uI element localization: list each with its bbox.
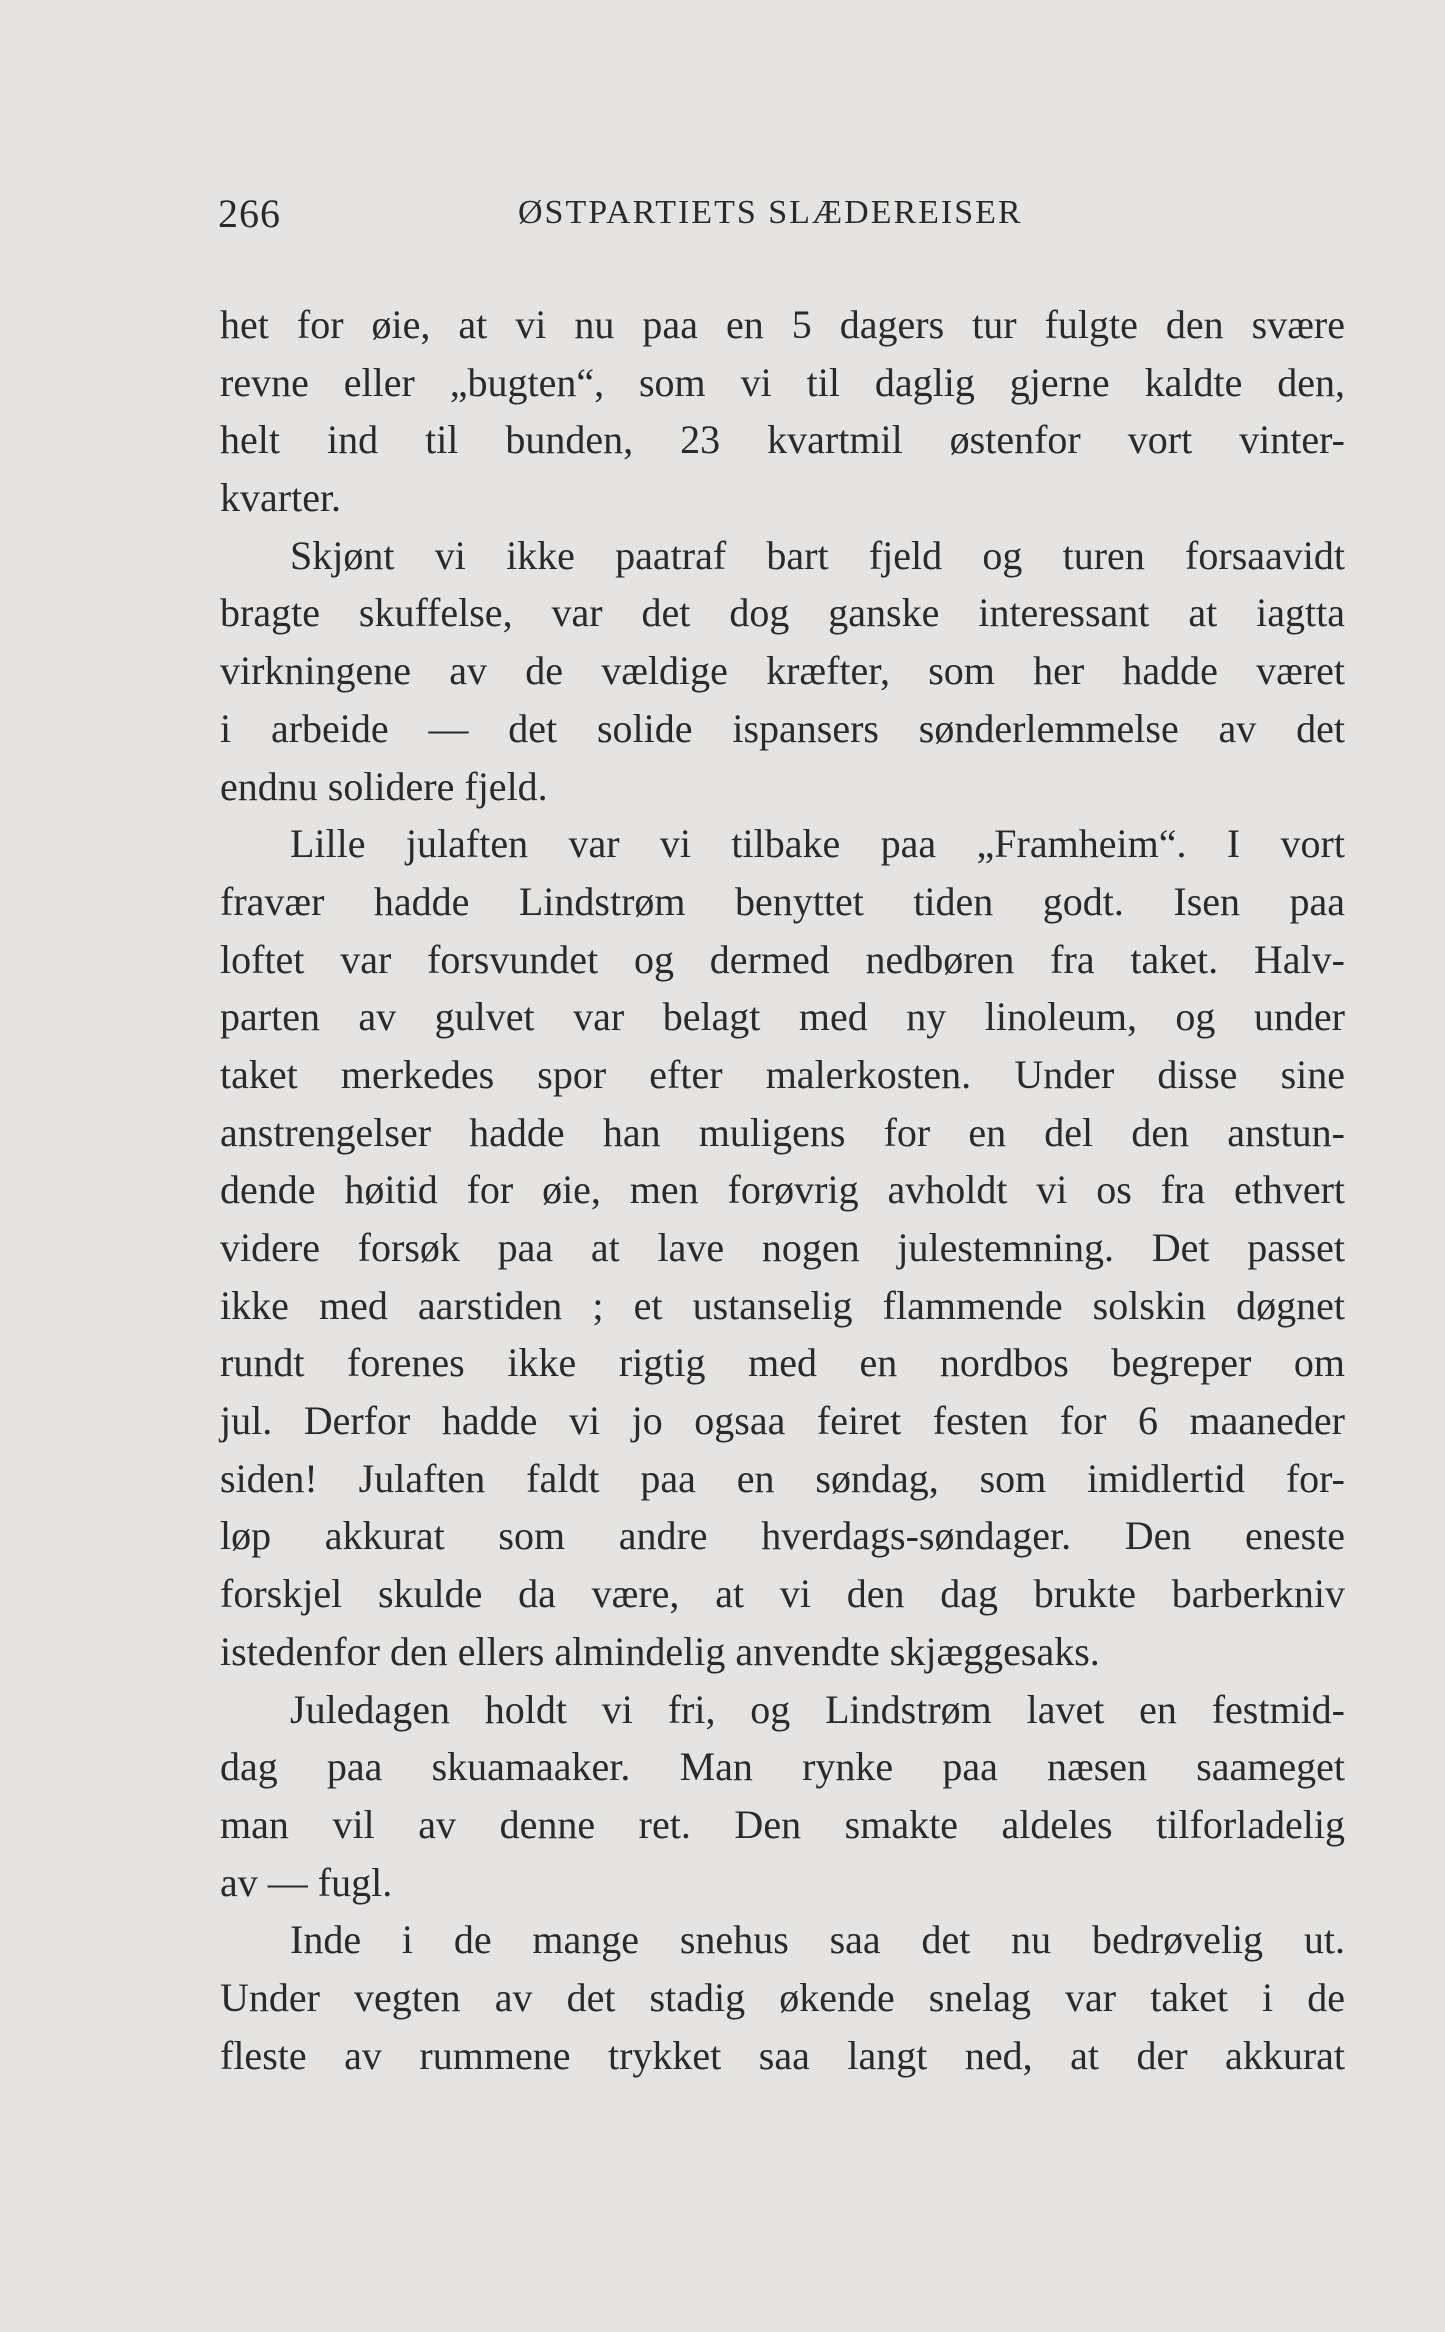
text-line: ikke med aarstiden ; et ustanselig flammende solskin døgnet bbox=[220, 1282, 1345, 1328]
text-line: videre forsøk paa at lave nogen julestemning. Det passet bbox=[220, 1225, 1345, 1270]
text-line: het for øie, at vi nu paa en 5 dagers tur fulgte den svære bbox=[220, 302, 1345, 347]
text-line: bragte skuffelse, var det dog ganske interessant at iagtta bbox=[220, 590, 1345, 636]
text-line: anstrengelser hadde han muligens for en del den anstun- bbox=[220, 1109, 1345, 1155]
text-line: forskjel skulde da være, at vi den dag brukte barberkniv bbox=[220, 1571, 1345, 1617]
text-line: taket merkedes spor efter malerkosten. Under disse sine bbox=[220, 1051, 1345, 1097]
text-line: Lille julaften var vi tilbake paa „Framheim“. I vort bbox=[290, 821, 1345, 867]
text-line: rundt forenes ikke rigtig med en nordbos begreper om bbox=[220, 1340, 1345, 1386]
body-text bbox=[220, 296, 1345, 2084]
text-line: av — fugl. bbox=[220, 1859, 393, 1905]
running-head: ØSTPARTIETS SLÆDEREISER bbox=[518, 194, 1023, 231]
text-line: fleste av rummene trykket saa langt ned, at der akkurat bbox=[220, 2032, 1345, 2078]
text-line: loftet var forsvundet og dermed nedbøren fra taket. Halv- bbox=[220, 936, 1345, 982]
page-number: 266 bbox=[218, 191, 281, 236]
text-line: siden! Julaften faldt paa en søndag, som imidlertid for- bbox=[220, 1455, 1345, 1501]
text-line: man vil av denne ret. Den smakte aldeles tilforladelig bbox=[220, 1801, 1345, 1847]
text-line: løp akkurat som andre hverdags-søndager. Den eneste bbox=[220, 1513, 1345, 1559]
page-header bbox=[218, 190, 1348, 250]
text-line: endnu solidere fjeld. bbox=[220, 763, 548, 809]
text-line: istedenfor den ellers almindelig anvendte skjæggesaks. bbox=[220, 1628, 1100, 1674]
text-line: i arbeide — det solide ispansers sønderlemmelse av det bbox=[220, 705, 1345, 751]
text-line: jul. Derfor hadde vi jo ogsaa feiret festen for 6 maaneder bbox=[220, 1398, 1345, 1444]
text-line: Juledagen holdt vi fri, og Lindstrøm lavet en festmid- bbox=[290, 1686, 1345, 1732]
text-line: virkningene av de vældige kræfter, som her hadde været bbox=[220, 648, 1345, 694]
text-line: dende høitid for øie, men forøvrig avholdt vi os fra ethvert bbox=[220, 1167, 1345, 1213]
text-line: Under vegten av det stadig økende snelag var taket i de bbox=[220, 1974, 1345, 2020]
text-line: kvarter. bbox=[220, 475, 342, 521]
text-line: Inde i de mange snehus saa det nu bedrøvelig ut. bbox=[290, 1917, 1345, 1963]
text-line: dag paa skuamaaker. Man rynke paa næsen saameget bbox=[220, 1744, 1345, 1790]
text-line: revne eller „bugten“, som vi til daglig gjerne kaldte den, bbox=[220, 359, 1345, 405]
text-line: Skjønt vi ikke paatraf bart fjeld og turen forsaavidt bbox=[290, 532, 1345, 578]
text-line: helt ind til bunden, 23 kvartmil østenfor vort vinter- bbox=[220, 417, 1345, 463]
text-line: parten av gulvet var belagt med ny linoleum, og under bbox=[220, 994, 1345, 1040]
text-line: fravær hadde Lindstrøm benyttet tiden godt. Isen paa bbox=[220, 878, 1345, 924]
